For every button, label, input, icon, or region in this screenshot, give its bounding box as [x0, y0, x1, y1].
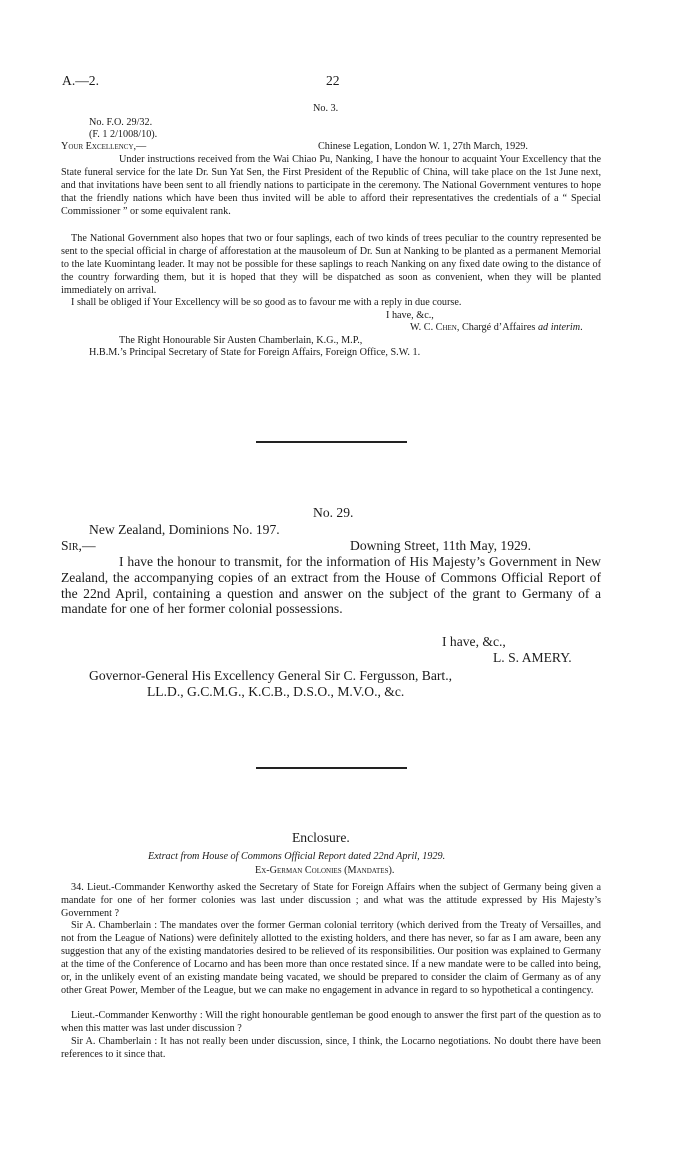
- letter-29-signature: L. S. AMERY.: [493, 650, 572, 665]
- letter-29-addressee-2: LL.D., G.C.M.G., K.C.B., D.S.O., M.V.O., &c.: [147, 684, 405, 699]
- section-divider: [256, 767, 407, 769]
- enclosure-paragraph-4: Sir A. Chamberlain : It has not really been under discussion, since, I think, the Locarno negotiations. No doubt there have been references to it since that.: [61, 1036, 601, 1060]
- letter-29-addressee-1: Governor-General His Excellency General Sir C. Fergusson, Bart.,: [89, 668, 453, 683]
- letter-3-addressee-2: H.B.M.’s Principal Secretary of State for Foreign Affairs, Foreign Office, S.W. 1.: [89, 347, 421, 358]
- letter-3-addressee-1: The Right Honourable Sir Austen Chamberlain, K.G., M.P.,: [119, 335, 363, 346]
- letter-3-closing: I have, &c.,: [386, 310, 434, 321]
- letter-3-signature-title: , Chargé d’Affaires: [456, 322, 538, 333]
- letter-29-closing: I have, &c.,: [442, 634, 506, 649]
- letter-29-number: No. 29.: [313, 505, 354, 520]
- letter-3-signature-name: W. C. Chen: [410, 322, 457, 333]
- letter-29-reference: New Zealand, Dominions No. 197.: [89, 522, 280, 537]
- enclosure-heading: Ex-German Colonies (Mandates).: [255, 865, 395, 876]
- letter-3-number: No. 3.: [313, 103, 339, 114]
- letter-3-paragraph-3: I shall be obliged if Your Excellency will be so good as to favour me with a reply in due course.: [71, 297, 462, 308]
- letter-3-signature-end: .: [580, 322, 583, 333]
- letter-3-paragraph-1: Under instructions received from the Wai Chiao Pu, Nanking, I have the honour to acquaint Your Excellency that the State funeral service for the late Dr. Sun Yat Sen, the First President of the Republic of China, will take place on the 1st June next, and that invitations have been sent to all friendly nations to participate in the ceremony. The National Government ventures to hope that the friendly nations which have been thus invited will be able to afford their representatives the credentials of a “ Special Commissioner ” or some equivalent rank.: [61, 154, 601, 217]
- letter-29-place-date: Downing Street, 11th May, 1929.: [350, 538, 531, 553]
- section-divider: [256, 441, 407, 443]
- letter-3-signature-italic: ad interim: [537, 322, 581, 333]
- enclosure-paragraph-3: Lieut.-Commander Kenworthy : Will the right honourable gentleman be good enough to answer the first part of the question as to when this matter was last under discussion ?: [61, 1010, 601, 1034]
- enclosure-subtitle: Extract from House of Commons Official Report dated 22nd April, 1929.: [148, 851, 446, 862]
- enclosure-paragraph-2: Sir A. Chamberlain : The mandates over the former German colonial territory (which derived from the Treaty of Versailles, and not from the League of Nations) were definitely allotted to the existing holders, and there has never, so far as I am aware, been any suggestion that any of the existing mandatories desired to be relieved of its responsibilities. Our position was explained to Germany at the time of the Conference of Locarno and has been more than once restated since. If a new mandate were to be called into being, or, in the unlikely event of an existing mandate being vacated, we should be prepared to consider the claim of Germany as of any other Great Power, Member of the League, but we can make no engagement in advance in regard to so hypothetical a contingency.: [61, 920, 601, 996]
- page-number: 22: [326, 73, 340, 88]
- enclosure-paragraph-1: 34. Lieut.-Commander Kenworthy asked the Secretary of State for Foreign Affairs when the subject of Germany being given a mandate for one of her former colonies was last under discussion ; and what was the attitude expressed by His Majesty’s Government ?: [61, 882, 601, 919]
- letter-3-ref-2: (F. 1 2/1008/10).: [89, 129, 158, 140]
- letter-3-paragraph-2: The National Government also hopes that two or four saplings, each of two kinds of trees peculiar to the country represented be sent to the special official in charge of afforestation at the mausoleum of Dr. Sun at Nanking to be planted as a permanent Memorial to the late Kuomintang leader. It may not be possible for these saplings to reach Nanking on any fixed date owing to the distance of the country forwarding them, but it is hoped that they will be dispatched as soon as convenient, when they will be planted immediately on arrival.: [61, 233, 601, 296]
- letter-29-paragraph: I have the honour to transmit, for the information of His Majesty’s Government in New Zealand, the accompanying copies of an extract from the House of Commons Official Report of the 22nd April, containing a question and answer on the subject of the grant to Germany of a mandate for one of her former colonial possessions.: [61, 554, 601, 617]
- letter-3-signature: [410, 322, 583, 335]
- enclosure-title: Enclosure.: [292, 830, 350, 845]
- document-reference: A.—2.: [62, 73, 100, 88]
- letter-29-salutation: Sir,—: [61, 538, 96, 553]
- letter-3-ref-1: No. F.O. 29/32.: [89, 117, 153, 128]
- letter-3-place-date: Chinese Legation, London W. 1, 27th March, 1929.: [318, 141, 528, 152]
- letter-3-salutation: Your Excellency,—: [61, 141, 147, 152]
